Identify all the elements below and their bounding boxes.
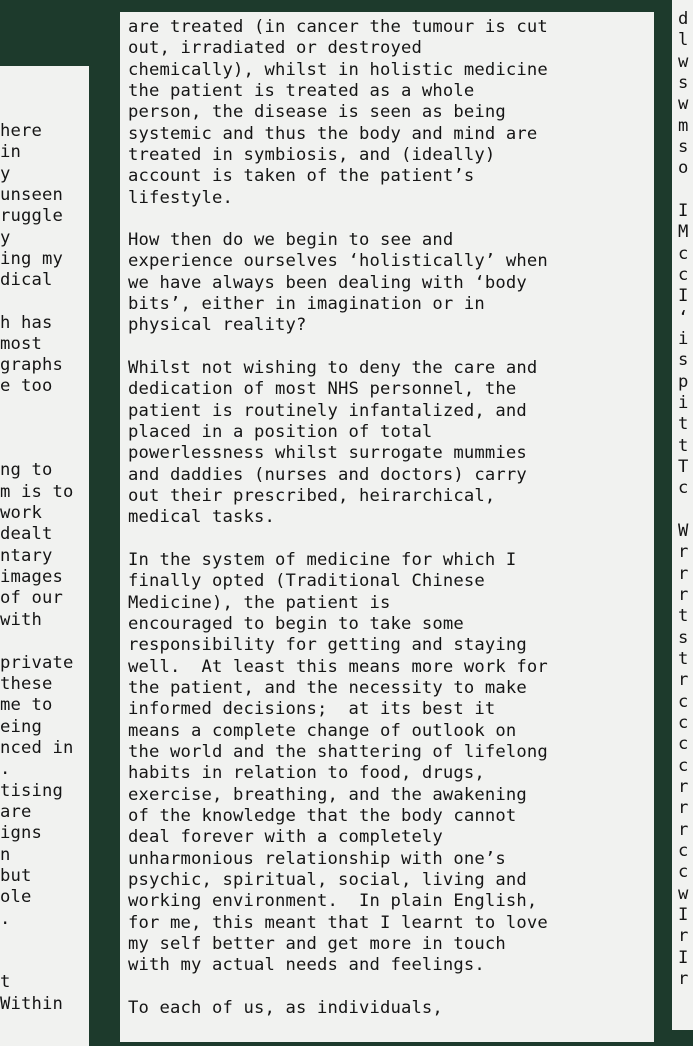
text-line: r (678, 926, 689, 946)
text-line: r (678, 820, 689, 840)
text-line: c (678, 841, 689, 861)
text-line: c (678, 692, 689, 712)
text-line: Medicine), the patient is (128, 593, 391, 613)
text-line: p (678, 372, 689, 392)
text-line: c (678, 713, 689, 733)
text-line: y (0, 228, 11, 248)
text-line: T (678, 457, 689, 477)
text-line: n (0, 845, 11, 865)
text-line: W (678, 521, 689, 541)
text-line: encouraged to begin to take some (128, 614, 464, 634)
text-line: r (678, 798, 689, 818)
text-line: Whilst not wishing to deny the care and (128, 358, 538, 378)
text-line: most (0, 334, 42, 354)
text-line: out their prescribed, heirarchical, (128, 486, 496, 506)
text-line: m is to (0, 482, 74, 502)
text-line: dealt (0, 524, 53, 544)
text-line: exercise, breathing, and the awakening (128, 785, 527, 805)
text-line: m (678, 116, 689, 136)
text-line: t (678, 414, 689, 434)
text-line: me to (0, 695, 53, 715)
text-line: r (678, 670, 689, 690)
text-line: powerlessness whilst surrogate mummies (128, 443, 527, 463)
text-line: person, the disease is seen as being (128, 102, 506, 122)
text-line: t (678, 649, 689, 669)
text-line: s (678, 73, 689, 93)
center-page-column (120, 12, 654, 1042)
text-line: graphs (0, 355, 63, 375)
text-line: working environment. In plain English, (128, 891, 538, 911)
text-line: s (678, 350, 689, 370)
text-line: here (0, 121, 42, 141)
text-line: lifestyle. (128, 188, 233, 208)
text-line: psychic, spiritual, social, living and (128, 870, 527, 890)
text-line: eing (0, 717, 42, 737)
text-line: physical reality? (128, 315, 307, 335)
text-line: r (678, 585, 689, 605)
text-line: means a complete change of outlook on (128, 721, 517, 741)
text-line: t (0, 972, 11, 992)
text-line: l (678, 30, 689, 50)
text-line: i (678, 393, 689, 413)
text-line: c (678, 265, 689, 285)
text-line: In the system of medicine for which I (128, 550, 517, 570)
text-line: deal forever with a completely (128, 827, 443, 847)
text-line: with (0, 610, 42, 630)
text-line: i (678, 329, 689, 349)
text-line: the patient is treated as a whole (128, 81, 475, 101)
text-line: habits in relation to food, drugs, (128, 763, 485, 783)
text-line: I (678, 286, 689, 306)
text-line: placed in a position of total (128, 422, 433, 442)
text-line: experience ourselves ‘holistically’ when (128, 251, 548, 271)
text-line: r (678, 777, 689, 797)
text-line: y (0, 164, 11, 184)
text-line: I (678, 948, 689, 968)
text-line: Within (0, 994, 63, 1014)
text-line: finally opted (Traditional Chinese (128, 571, 485, 591)
text-line: ‘ (678, 308, 689, 328)
text-line: images (0, 567, 63, 587)
text-line: well. At least this means more work for (128, 657, 548, 677)
text-line: ntary (0, 546, 53, 566)
text-line: w (678, 52, 689, 72)
text-line: . (0, 759, 11, 779)
right-page-column (672, 0, 693, 1030)
text-line: responsibility for getting and staying (128, 635, 527, 655)
text-line: bits’, either in imagination or in (128, 294, 485, 314)
text-line: my self better and get more in touch (128, 934, 506, 954)
text-line: work (0, 503, 42, 523)
text-line: but (0, 866, 32, 886)
text-line: in (0, 142, 21, 162)
text-line: are treated (in cancer the tumour is cut (128, 17, 548, 37)
text-line: I (678, 201, 689, 221)
text-line: d (678, 9, 689, 29)
text-line: informed decisions; at its best it (128, 699, 496, 719)
text-line: h has (0, 313, 53, 333)
text-line: t (678, 606, 689, 626)
text-line: w (678, 884, 689, 904)
text-line: dedication of most NHS personnel, the (128, 379, 517, 399)
text-line: patient is routinely infantalized, and (128, 401, 527, 421)
text-line: chemically), whilst in holistic medicine (128, 60, 548, 80)
text-line: the patient, and the necessity to make (128, 678, 527, 698)
text-line: ole (0, 887, 32, 907)
text-line: nced in (0, 738, 74, 758)
text-line: account is taken of the patient’s (128, 166, 475, 186)
text-line: t (678, 436, 689, 456)
text-line: c (678, 862, 689, 882)
text-line: out, irradiated or destroyed (128, 38, 422, 58)
text-line: dical (0, 270, 53, 290)
text-line: r (678, 564, 689, 584)
text-line: of the knowledge that the body cannot (128, 806, 517, 826)
text-line: unharmonious relationship with one’s (128, 849, 506, 869)
text-line: systemic and thus the body and mind are (128, 124, 538, 144)
text-line: private (0, 653, 74, 673)
text-line: w (678, 94, 689, 114)
text-line: medical tasks. (128, 507, 275, 527)
text-line: ing my (0, 249, 63, 269)
text-line: we have always been dealing with ‘body (128, 273, 527, 293)
text-line: . (0, 909, 11, 929)
text-line: r (678, 542, 689, 562)
text-line: are (0, 802, 32, 822)
text-line: I (678, 905, 689, 925)
text-line: c (678, 734, 689, 754)
text-line: tising (0, 781, 63, 801)
text-line: s (678, 628, 689, 648)
text-line: ng to (0, 460, 53, 480)
text-line: ruggle (0, 206, 63, 226)
text-line: these (0, 674, 53, 694)
left-page-column (0, 66, 89, 1046)
text-line: How then do we begin to see and (128, 230, 454, 250)
text-line: the world and the shattering of lifelong (128, 742, 548, 762)
text-line: of our (0, 588, 63, 608)
text-line: igns (0, 823, 42, 843)
text-line: s (678, 137, 689, 157)
text-line: c (678, 756, 689, 776)
text-line: treated in symbiosis, and (ideally) (128, 145, 496, 165)
text-line: To each of us, as individuals, (128, 998, 443, 1018)
text-line: c (678, 478, 689, 498)
text-line: e too (0, 376, 53, 396)
text-line: for me, this meant that I learnt to love (128, 913, 548, 933)
text-line: unseen (0, 185, 63, 205)
text-line: and daddies (nurses and doctors) carry (128, 465, 527, 485)
text-line: M (678, 222, 689, 242)
text-line: r (678, 969, 689, 989)
text-line: with my actual needs and feelings. (128, 955, 485, 975)
text-line: o (678, 158, 689, 178)
text-line: c (678, 244, 689, 264)
